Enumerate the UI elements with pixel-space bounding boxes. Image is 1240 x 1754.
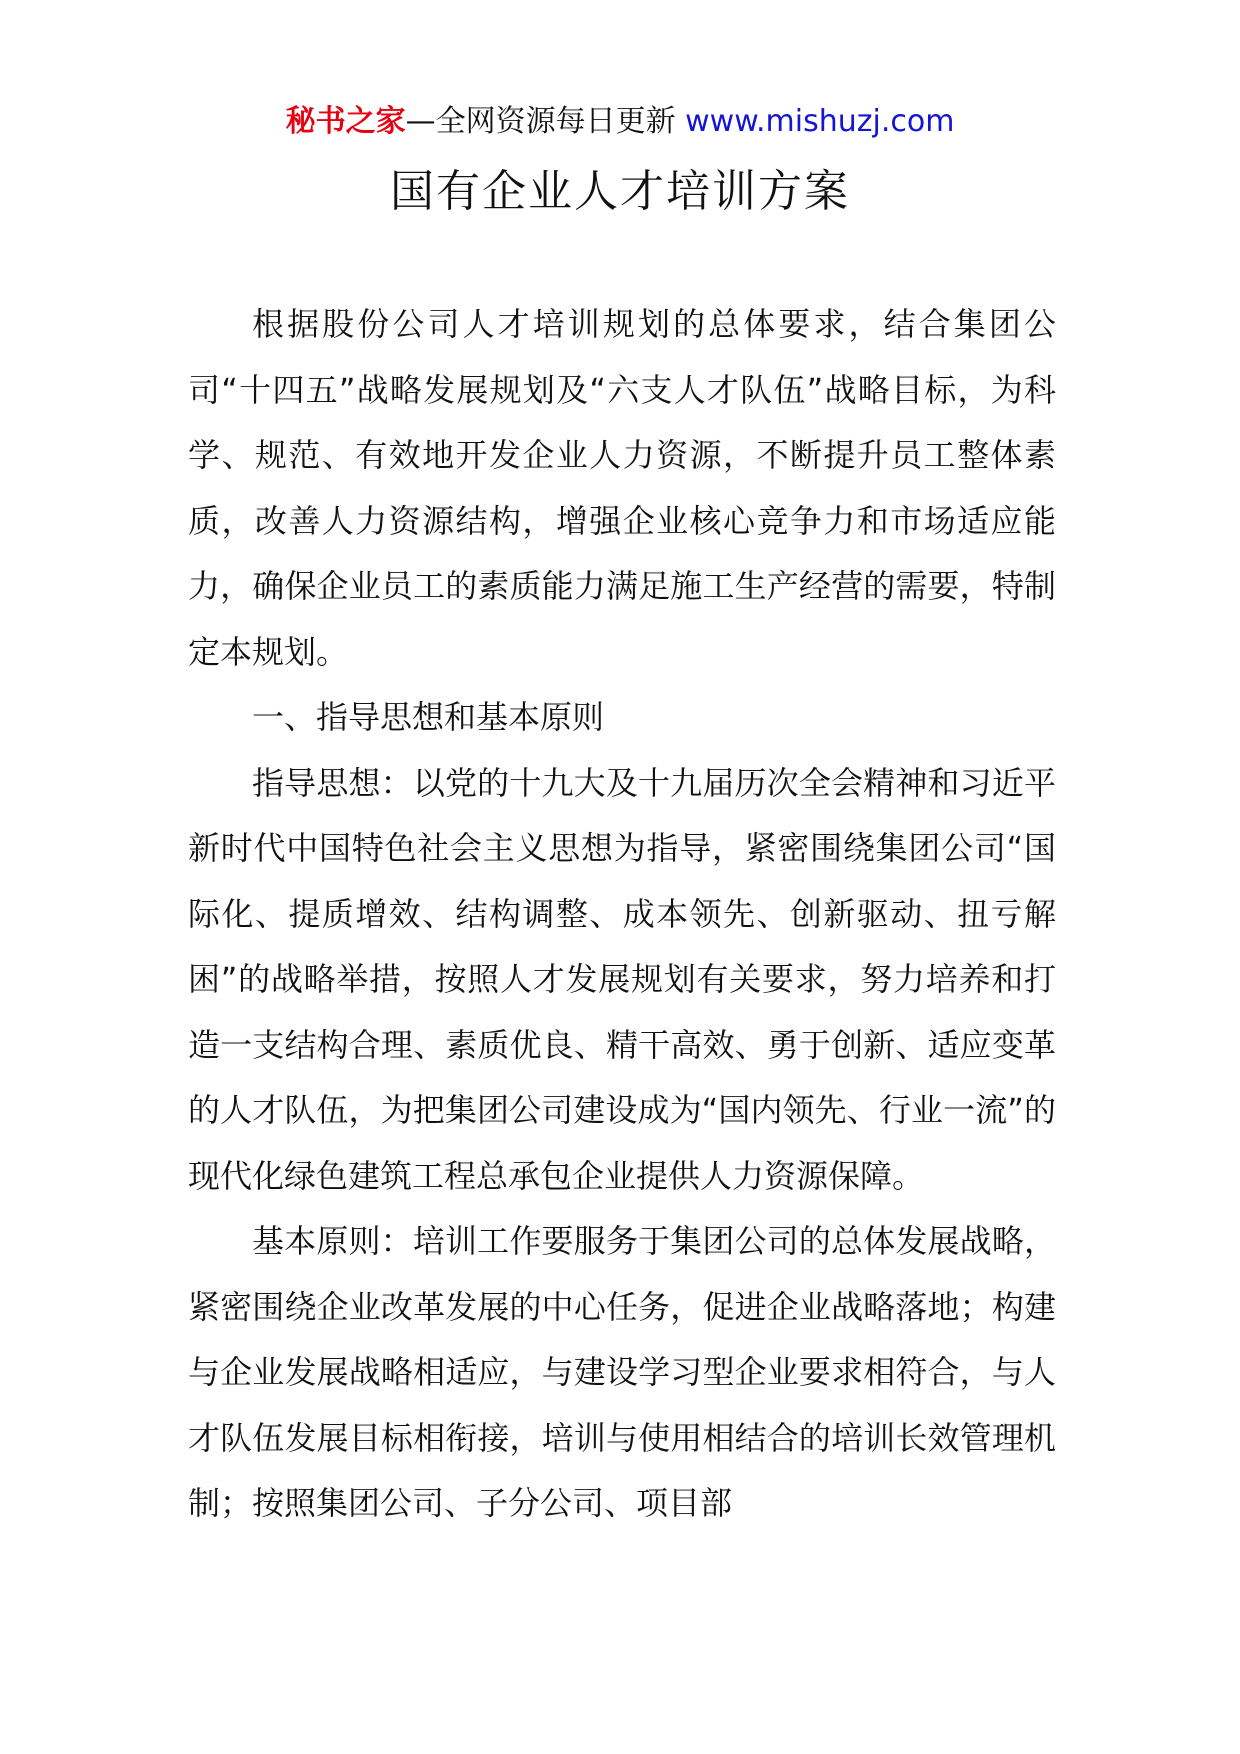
brand-name: 秘书之家 (285, 104, 406, 139)
site-header (0, 102, 1240, 142)
site-url-link[interactable]: www.mishuzj.com (685, 104, 955, 139)
header-tagline: —全网资源每日更新 (405, 104, 676, 139)
document-body (188, 292, 1056, 1537)
document-title: 国有企业人才培训方案 (390, 166, 850, 217)
paragraph-basic-principles: 基本原则：培训工作要服务于集团公司的总体发展战略，紧密围绕企业改革发展的中心任务，促进企业战略落地；构建与企业发展战略相适应，与建设学习型企业要求相符合，与人才队伍发展目标相衔接，培训与使用相结合的培训长效管理机制；按照集团公司、子分公司、项目部 (188, 1222, 1056, 1522)
paragraph-guiding-ideology: 指导思想：以党的十九大及十九届历次全会精神和习近平新时代中国特色社会主义思想为指导，紧密围绕集团公司“国际化、提质增效、结构调整、成本领先、创新驱动、扭亏解困”的战略举措，按照人才发展规划有关要求，努力培养和打造一支结构合理、素质优良、精干高效、勇于创新、适应变革的人才队伍，为把集团公司建设成为“国内领先、行业一流”的现代化绿色建筑工程总承包企业提供人力资源保障。 (188, 763, 1056, 1195)
paragraph-intro: 根据股份公司人才培训规划的总体要求，结合集团公司“十四五”战略发展规划及“六支人才队伍”战略目标，为科学、规范、有效地开发企业人力资源，不断提升员工整体素质，改善人力资源结构，增强企业核心竞争力和市场适应能力，确保企业员工的素质能力满足施工生产经营的需要，特制定本规划。 (188, 305, 1056, 671)
section-heading-1: 一、指导思想和基本原则 (252, 698, 605, 736)
